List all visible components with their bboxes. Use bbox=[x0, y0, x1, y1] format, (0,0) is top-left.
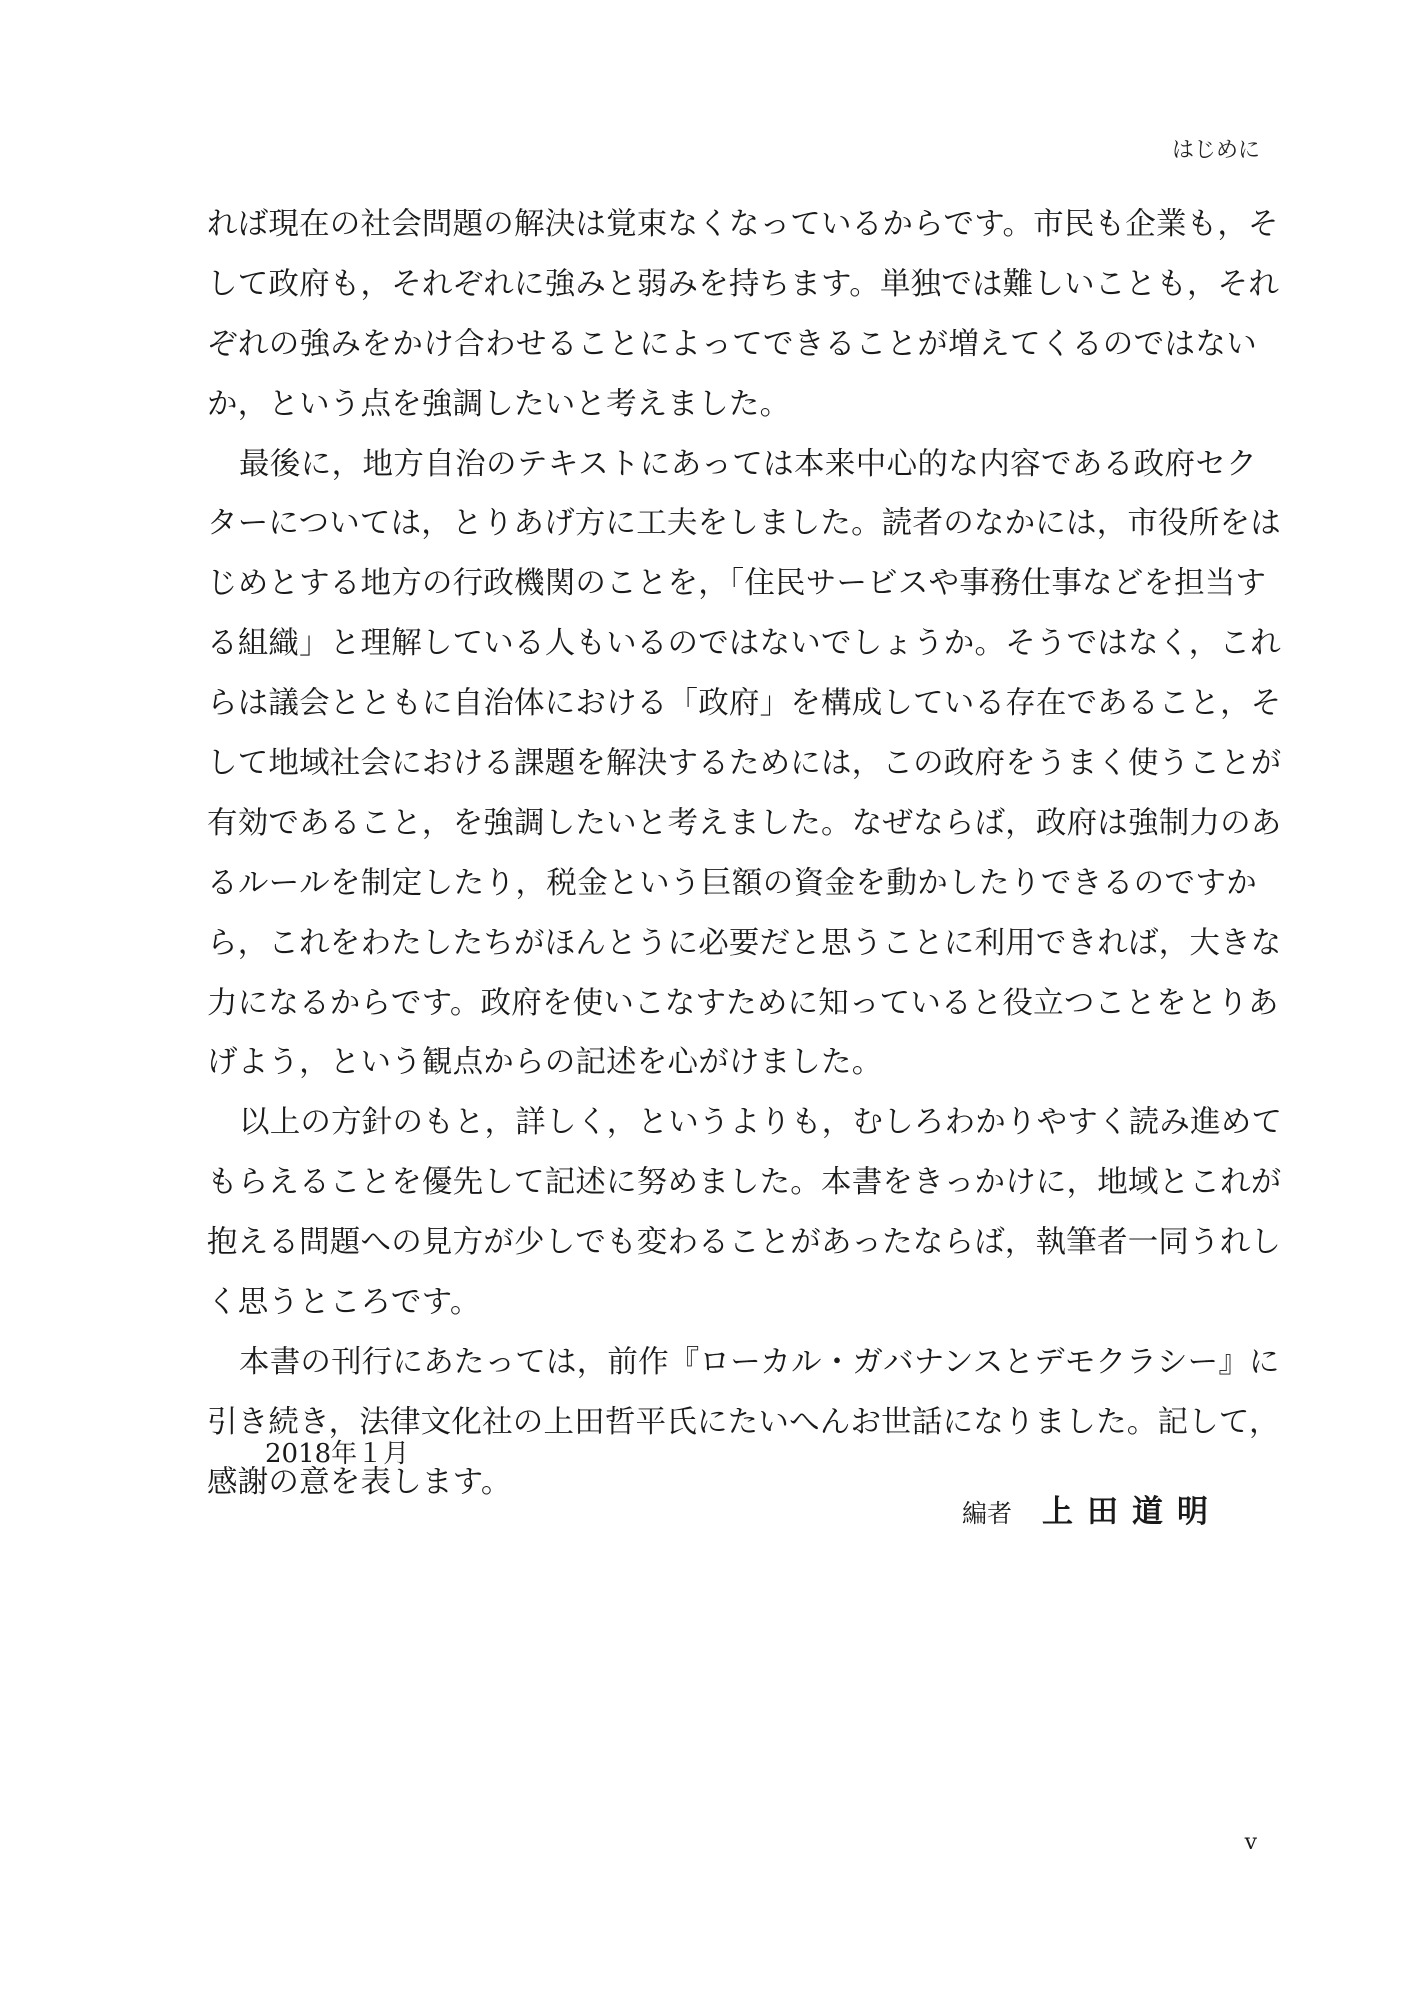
text-line: か，という点を強調したいと考えました。 bbox=[207, 386, 791, 422]
text-line: げよう，という観点からの記述を心がけました。 bbox=[207, 1045, 883, 1081]
page-number: v bbox=[1244, 1830, 1257, 1855]
editor-role: 編者 bbox=[962, 1499, 1013, 1528]
text-line: して地域社会における課題を解決するためには，この政府をうまく使うことが bbox=[207, 746, 1282, 782]
text-line: る組織」と理解している人もいるのではないでしょうか。そうではなく，これ bbox=[207, 626, 1281, 662]
text-line: もらえることを優先して記述に努めました。本書をきっかけに，地域とこれが bbox=[207, 1165, 1282, 1201]
text-line: く思うところです。 bbox=[207, 1285, 481, 1321]
text-line: 有効であること，を強調したいと考えました。なぜならば，政府は強制力のあ bbox=[207, 805, 1282, 841]
text-line: 本書の刊行にあたっては，前作『ローカル・ガバナンスとデモクラシー』に bbox=[239, 1344, 1280, 1380]
running-header: はじめに bbox=[1171, 138, 1260, 163]
text-line: して政府も，それぞれに強みと弱みを持ちます。単独では難しいことも，それ bbox=[207, 266, 1280, 302]
text-line: 感謝の意を表します。 bbox=[207, 1464, 512, 1500]
body-text bbox=[207, 195, 1283, 1513]
text-line: れば現在の社会問題の解決は覚束なくなっているからです。市民も企業も，そ bbox=[207, 207, 1279, 242]
text-line: 以上の方針のもと，詳しく，というよりも，むしろわかりやすく読み進めて bbox=[239, 1105, 1283, 1141]
signature bbox=[962, 1486, 1222, 1531]
author-name: 上田道明 bbox=[1042, 1494, 1223, 1530]
text-line: らは議会とともに自治体における「政府」を構成している存在であること，そ bbox=[207, 686, 1282, 722]
text-line: 力になるからです。政府を使いこなすために知っていると役立つことをとりあ bbox=[207, 985, 1279, 1021]
text-line: るルールを制定したり，税金という巨額の資金を動かしたりできるのですか bbox=[207, 865, 1257, 901]
text-line: じめとする地方の行政機関のことを，「住民サービスや事務仕事などを担当す bbox=[207, 566, 1267, 602]
text-line: 最後に，地方自治のテキストにあっては本来中心的な内容である政府セク bbox=[239, 446, 1257, 482]
text-line: ぞれの強みをかけ合わせることによってできることが増えてくるのではない bbox=[207, 326, 1257, 362]
text-line: ターについては，とりあげ方に工夫をしました。読者のなかには，市役所をは bbox=[207, 506, 1281, 542]
date-line: 2018年１月 bbox=[265, 1439, 410, 1469]
text-line: ら，これをわたしたちがほんとうに必要だと思うことに利用できれば，大きな bbox=[207, 925, 1282, 961]
text-line: 引き続き，法律文化社の上田哲平氏にたいへんお世話になりました。記して， bbox=[207, 1404, 1280, 1440]
text-line: 抱える問題への見方が少しでも変わることがあったならば，執筆者一同うれし bbox=[207, 1225, 1282, 1261]
